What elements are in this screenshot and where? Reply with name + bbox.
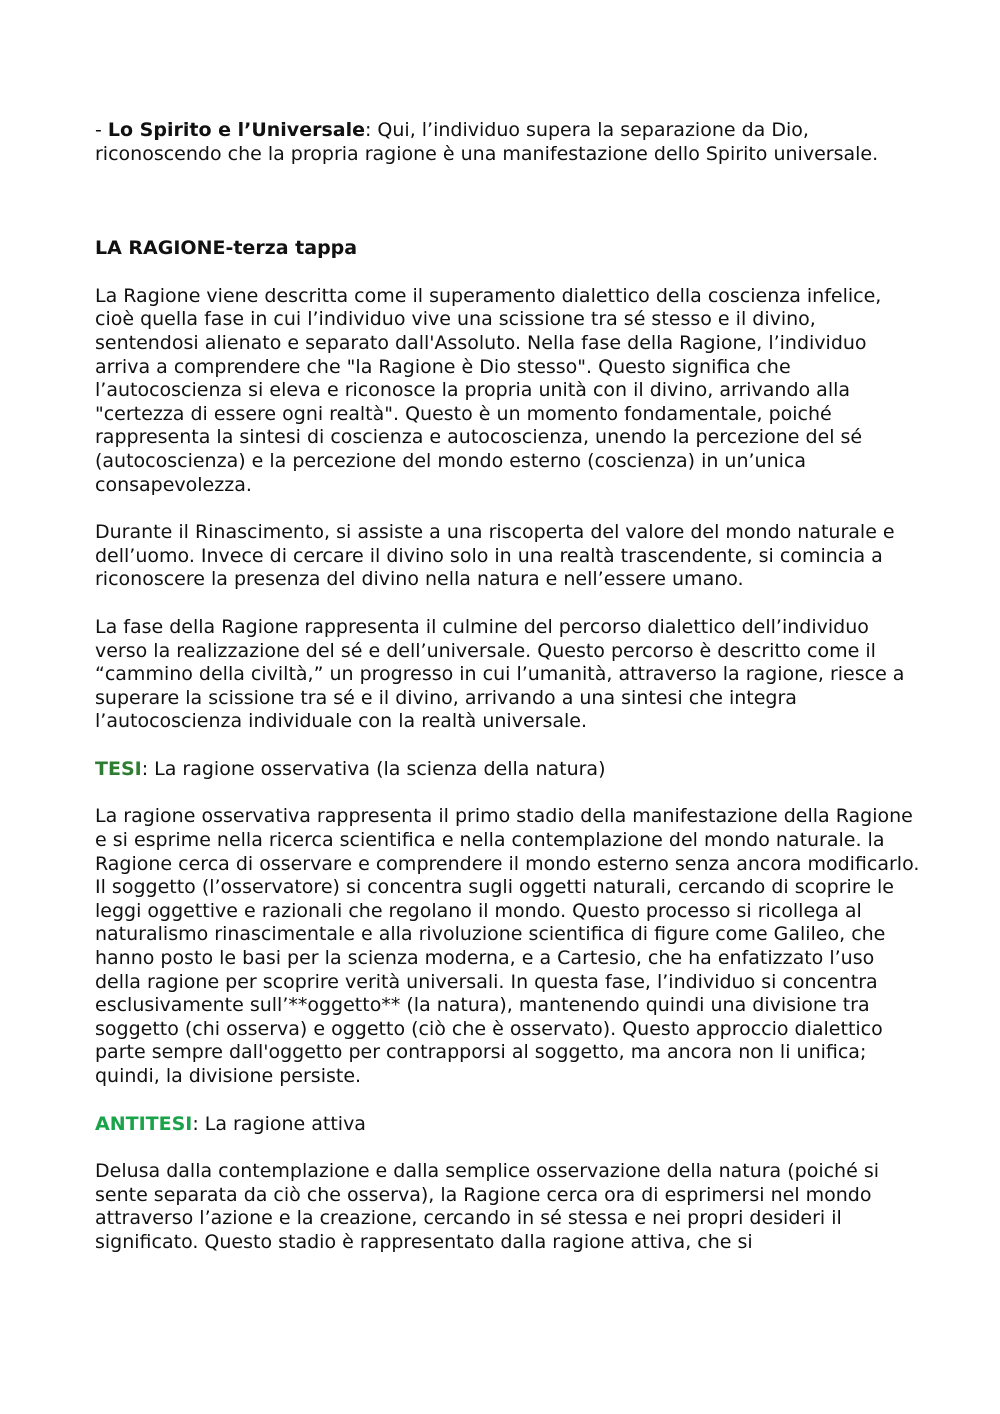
intro-bold-term: Lo Spirito e l’Universale — [107, 119, 365, 141]
tesi-heading — [95, 758, 925, 782]
body-paragraph-3: La fase della Ragione rappresenta il culmine del percorso dialettico dell’individuo verso la realizzazione del sé e dell’universale. Questo percorso è descritto come il “cammino della civiltà,” un progresso in cui l’umanità, attraverso la ragione, riesce a superare la scissione tra sé e il divino, arrivando a una sintesi che integra l’autocoscienza individuale con la realtà universale. — [95, 615, 905, 733]
antitesi-label: ANTITESI — [95, 1112, 193, 1135]
tesi-label: TESI — [95, 757, 142, 780]
section-heading: LA RAGIONE-terza tappa — [95, 237, 358, 260]
document-page — [95, 119, 925, 1279]
antitesi-heading — [95, 1113, 925, 1137]
antitesi-title: : La ragione attiva — [192, 1112, 366, 1135]
tesi-title: : La ragione osservativa (la scienza della natura) — [141, 757, 606, 780]
antitesi-paragraph: Delusa dalla contemplazione e dalla semplice osservazione della natura (poiché si sente separata da ciò che osserva), la Ragione cerca ora di esprimersi nel mondo attraverso l’azione e la creazione, cercando in sé stessa e nei propri desideri il significato. Questo stadio è rappresentato dalla ragione attiva, che si — [95, 1160, 880, 1253]
intro-paragraph — [95, 119, 925, 166]
body-paragraph-2: Durante il Rinascimento, si assiste a una riscoperta del valore del mondo naturale e dell’uomo. Invece di cercare il divino solo in una realtà trascendente, si comincia a riconoscere la presenza del divino nella natura e nell’essere umano. — [95, 521, 895, 591]
intro-text: : Qui, l’individuo supera la separazione da Dio, riconoscendo che la propria ragione è una manifestazione dello Spirito universale. — [95, 119, 879, 165]
intro-dash: - — [95, 119, 108, 141]
tesi-paragraph: La ragione osservativa rappresenta il primo stadio della manifestazione della Ragione e si esprime nella ricerca scientifica e nella contemplazione del mondo naturale. la Ragione cerca di osservare e comprendere il mondo esterno senza ancora modificarlo. Il soggetto (l’osservatore) si concentra sugli oggetti naturali, cercando di scoprire le leggi oggettive e razionali che regolano il mondo. Questo processo si ricollega al naturalismo rinascimentale e alla rivoluzione scientifica di figure come Galileo, che hanno posto le basi per la scienza moderna, e a Cartesio, che ha enfatizzato l’uso della ragione per scoprire verità universali. In questa fase, l’individuo si concentra esclusivamente sull’**oggetto** (la natura), mantenendo quindi una divisione tra soggetto (chi osserva) e oggetto (ciò che è osservato). Questo approccio dialettico parte sempre dall'oggetto per contrapporsi al soggetto, ma ancora non li unifica; quindi, la divisione persiste. — [95, 805, 920, 1087]
body-paragraph-1: La Ragione viene descritta come il superamento dialettico della coscienza infelice, cioè quella fase in cui l’individuo vive una scissione tra sé stesso e il divino, sentendosi alienato e separato dall'Assoluto. Nella fase della Ragione, l’individuo arriva a comprendere che "la Ragione è Dio stesso". Questo significa che l’autocoscienza si eleva e riconosce la propria unità con il divino, arrivando alla "certezza di essere ogni realtà". Questo è un momento fondamentale, poiché rappresenta la sintesi di coscienza e autocoscienza, unendo la percezione del sé (autocoscienza) e la percezione del mondo esterno (coscienza) in un’unica consapevolezza. — [95, 284, 882, 496]
